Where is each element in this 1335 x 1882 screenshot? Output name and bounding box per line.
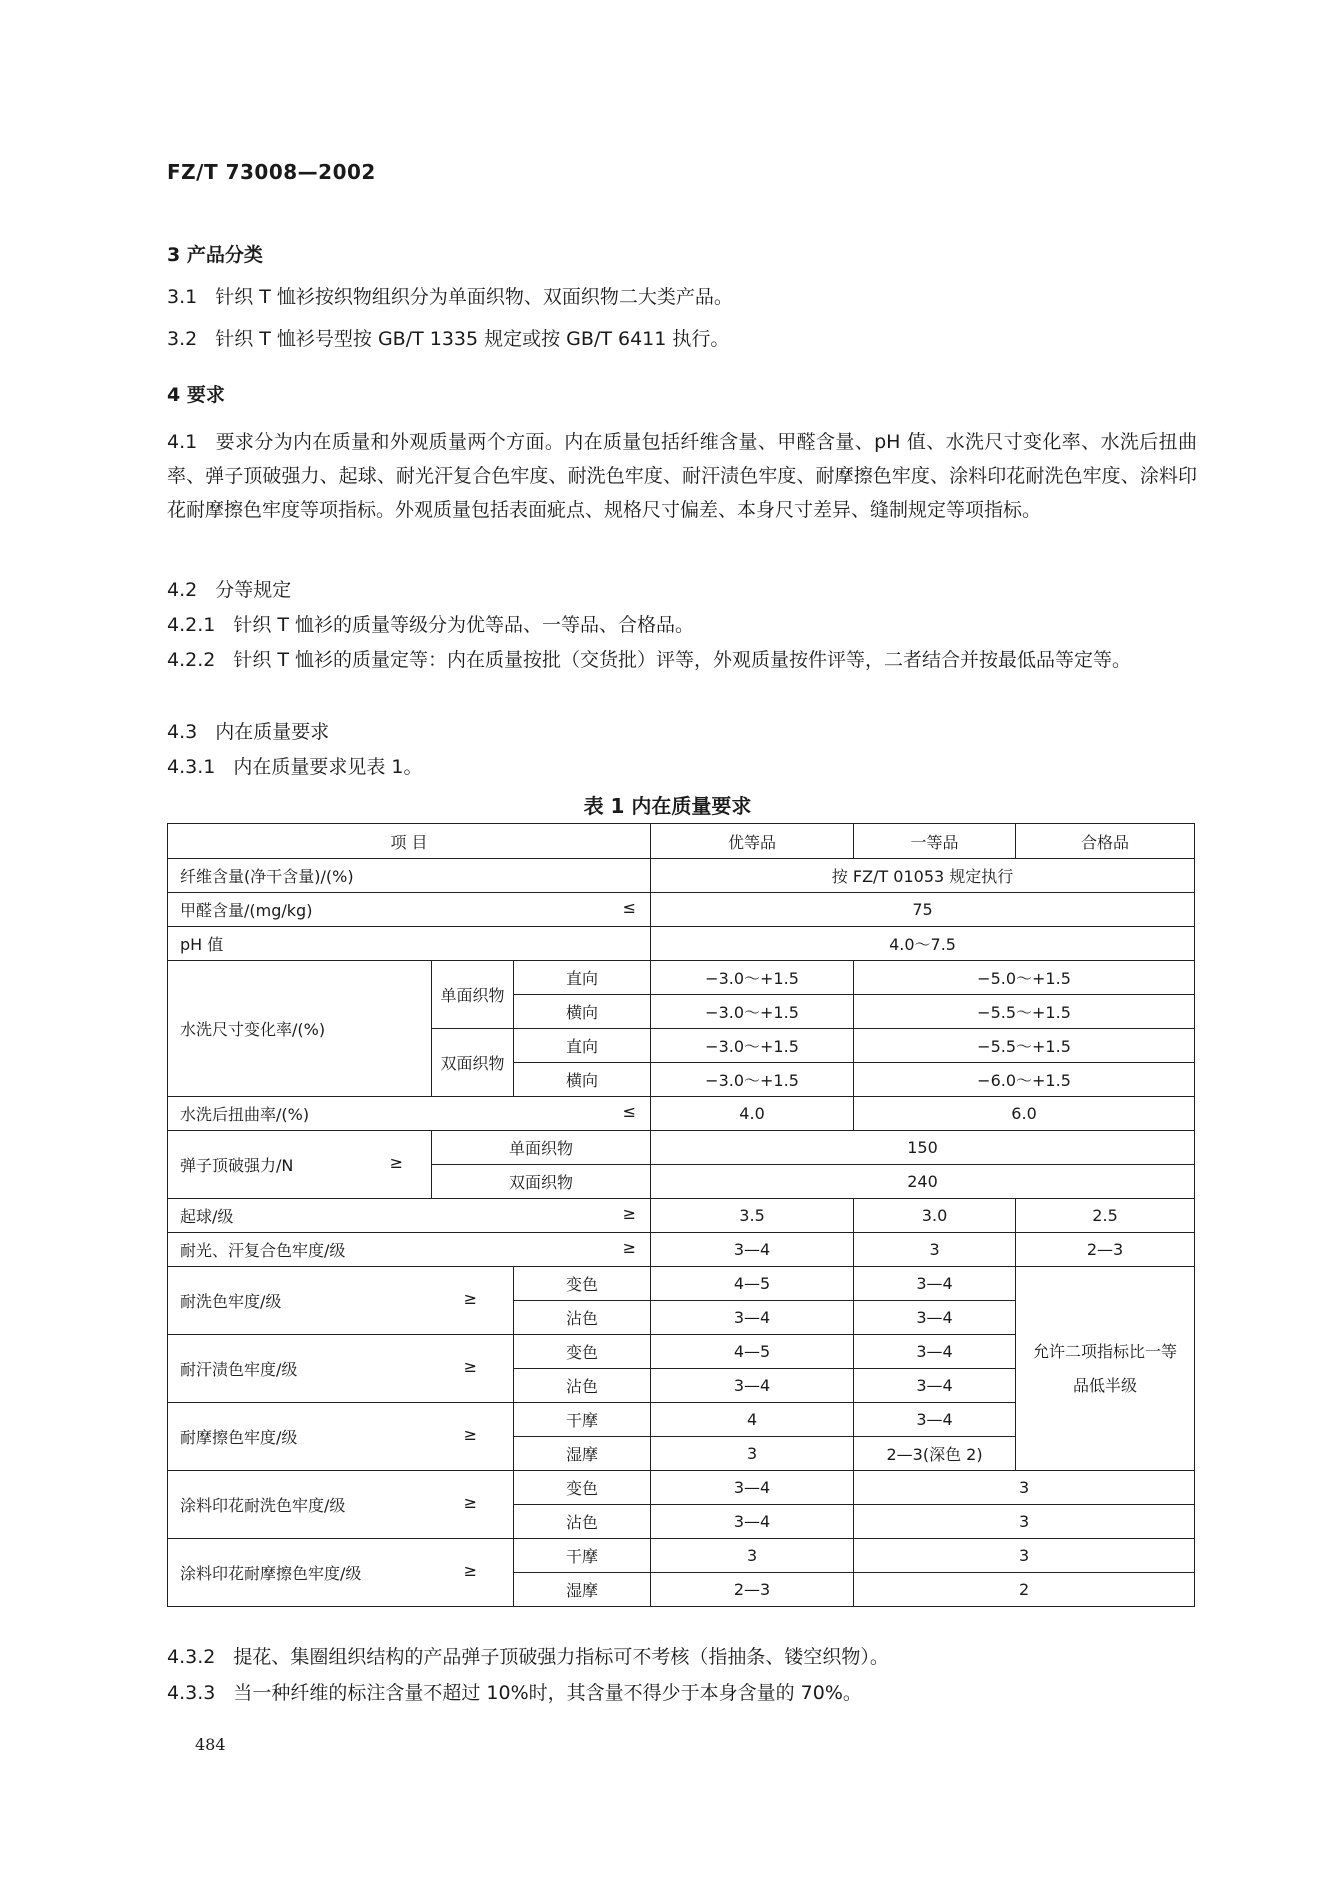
cell-value: 3.5 xyxy=(651,1199,854,1233)
cell-value: −6.0～+1.5 xyxy=(854,1063,1195,1097)
row-label: pH 值 xyxy=(168,927,651,961)
table-row xyxy=(168,1199,1195,1233)
para-text: 针织 T 恤衫的质量定等：内在质量按批（交货批）评等，外观质量按件评等，二者结合并按最低品等定等。 xyxy=(233,649,1132,671)
para-text: 内在质量要求 xyxy=(215,721,330,743)
cell-value: 3 xyxy=(854,1233,1016,1267)
header-grade-3: 合格品 xyxy=(1016,824,1195,859)
sub-label: 沾色 xyxy=(514,1505,651,1539)
cell-value: −5.0～+1.5 xyxy=(854,961,1195,995)
cell-value: 3—4 xyxy=(854,1267,1016,1301)
para-number: 4.3.2 xyxy=(167,1646,216,1668)
cell-value: 75 xyxy=(651,893,1195,927)
cell-value: 2.5 xyxy=(1016,1199,1195,1233)
cell-value: 3 xyxy=(854,1471,1195,1505)
cell-value: 按 FZ/T 01053 规定执行 xyxy=(651,859,1195,893)
label-text: 水洗后扭曲率/(%) xyxy=(180,1105,310,1124)
table-row xyxy=(168,893,1195,927)
sub-label: 双面织物 xyxy=(432,1165,651,1199)
cell-value: 3.0 xyxy=(854,1199,1016,1233)
sub-label: 双面织物 xyxy=(432,1029,514,1097)
cell-value: 4.0 xyxy=(651,1097,854,1131)
row-label xyxy=(168,1335,514,1403)
para-3-1 xyxy=(167,280,733,314)
relation-symbol: ≥ xyxy=(463,1493,477,1512)
label-text: 弹子顶破强力/N xyxy=(180,1156,294,1175)
sub-label: 变色 xyxy=(514,1471,651,1505)
para-3-2 xyxy=(167,322,729,356)
cell-value: −3.0～+1.5 xyxy=(651,961,854,995)
label-text: 甲醛含量/(mg/kg) xyxy=(180,901,313,920)
para-4-3-3 xyxy=(167,1676,862,1710)
cell-value: 3 xyxy=(651,1437,854,1471)
sub-label: 湿摩 xyxy=(514,1437,651,1471)
standard-code: FZ/T 73008—2002 xyxy=(167,160,376,184)
row-label xyxy=(168,1539,514,1607)
label-text: 起球/级 xyxy=(180,1207,234,1226)
para-4-2 xyxy=(167,573,291,607)
sub-label: 单面织物 xyxy=(432,1131,651,1165)
label-text: 耐洗色牢度/级 xyxy=(180,1292,282,1311)
para-4-3-2 xyxy=(167,1640,889,1674)
para-number: 4.2.1 xyxy=(167,614,216,636)
para-text: 提花、集圈组织结构的产品弹子顶破强力指标可不考核（指抽条、镂空织物）。 xyxy=(233,1646,889,1668)
label-text: 耐摩擦色牢度/级 xyxy=(180,1428,298,1447)
cell-value: 3—4 xyxy=(854,1403,1016,1437)
para-number: 4.3 xyxy=(167,721,198,743)
para-text: 针织 T 恤衫按织物组织分为单面织物、双面织物二大类产品。 xyxy=(215,286,733,308)
cell-value: 2—3(深色 2) xyxy=(854,1437,1016,1471)
cell-value: 3—4 xyxy=(854,1369,1016,1403)
para-number: 4.2.2 xyxy=(167,649,216,671)
row-label xyxy=(168,1097,651,1131)
cell-value: 3—4 xyxy=(651,1301,854,1335)
para-text: 针织 T 恤衫的质量等级分为优等品、一等品、合格品。 xyxy=(233,614,695,636)
header-grade-2: 一等品 xyxy=(854,824,1016,859)
para-number: 4.1 xyxy=(167,431,198,453)
cell-value: 3—4 xyxy=(651,1471,854,1505)
table-row xyxy=(168,1267,1195,1301)
para-text: 分等规定 xyxy=(215,579,292,601)
table-row xyxy=(168,859,1195,893)
cell-value: 2—3 xyxy=(1016,1233,1195,1267)
sub-label: 干摩 xyxy=(514,1539,651,1573)
relation-symbol: ≥ xyxy=(622,1204,637,1223)
table-header-row xyxy=(168,824,1195,859)
cell-value: −3.0～+1.5 xyxy=(651,995,854,1029)
row-label xyxy=(168,1403,514,1471)
sub-label: 变色 xyxy=(514,1267,651,1301)
para-4-3 xyxy=(167,715,329,749)
header-item: 项 目 xyxy=(168,824,651,859)
cell-value: 4.0～7.5 xyxy=(651,927,1195,961)
cell-value: 2 xyxy=(854,1573,1195,1607)
sub-label: 干摩 xyxy=(514,1403,651,1437)
cell-value: 3 xyxy=(854,1539,1195,1573)
cell-value: 3—4 xyxy=(651,1505,854,1539)
page-number: 484 xyxy=(195,1735,226,1754)
row-label xyxy=(168,1233,651,1267)
sub-label: 沾色 xyxy=(514,1369,651,1403)
cell-value: 3 xyxy=(651,1539,854,1573)
section-4-title: 4 要求 xyxy=(167,384,225,406)
sub-label: 湿摩 xyxy=(514,1573,651,1607)
cell-value: −5.5～+1.5 xyxy=(854,995,1195,1029)
sub-label: 沾色 xyxy=(514,1301,651,1335)
table-caption: 表 1 内在质量要求 xyxy=(583,794,752,818)
table-row xyxy=(168,961,1195,995)
label-text: 涂料印花耐洗色牢度/级 xyxy=(180,1496,346,1515)
label-text: 耐光、汗复合色牢度/级 xyxy=(180,1241,346,1260)
table-row xyxy=(168,1131,1195,1165)
quality-table xyxy=(167,823,1195,1607)
relation-symbol: ≤ xyxy=(622,898,637,917)
relation-symbol: ≥ xyxy=(622,1238,637,1257)
para-number: 4.3.1 xyxy=(167,756,216,778)
cell-value: −3.0～+1.5 xyxy=(651,1063,854,1097)
cell-value: 4—5 xyxy=(651,1335,854,1369)
para-text: 针织 T 恤衫号型按 GB/T 1335 规定或按 GB/T 6411 执行。 xyxy=(215,328,730,350)
direction-label: 直向 xyxy=(514,961,651,995)
para-4-2-1 xyxy=(167,608,694,642)
row-label xyxy=(168,893,651,927)
cell-value: 3—4 xyxy=(854,1335,1016,1369)
relation-symbol: ≥ xyxy=(463,1425,477,1444)
cell-value: −5.5～+1.5 xyxy=(854,1029,1195,1063)
section-3-title: 3 产品分类 xyxy=(167,244,263,266)
cell-value: 3—4 xyxy=(651,1369,854,1403)
table-row xyxy=(168,927,1195,961)
para-4-1 xyxy=(167,425,1197,527)
label-text: 涂料印花耐摩擦色牢度/级 xyxy=(180,1564,362,1583)
direction-label: 横向 xyxy=(514,1063,651,1097)
para-number: 4.2 xyxy=(167,579,198,601)
para-text: 当一种纤维的标注含量不超过 10%时，其含量不得少于本身含量的 70%。 xyxy=(233,1682,862,1704)
relation-symbol: ≥ xyxy=(389,1153,403,1172)
cell-value: −3.0～+1.5 xyxy=(651,1029,854,1063)
relation-symbol: ≥ xyxy=(463,1561,477,1580)
relation-symbol: ≥ xyxy=(463,1357,477,1376)
row-label xyxy=(168,1131,432,1199)
sub-label: 变色 xyxy=(514,1335,651,1369)
row-label: 水洗尺寸变化率/(%) xyxy=(168,961,432,1097)
sub-label: 单面织物 xyxy=(432,961,514,1029)
table-row xyxy=(168,1233,1195,1267)
table-row xyxy=(168,1539,1195,1573)
cell-value: 4—5 xyxy=(651,1267,854,1301)
relation-symbol: ≤ xyxy=(622,1102,637,1121)
relation-symbol: ≥ xyxy=(463,1289,477,1308)
para-text: 要求分为内在质量和外观质量两个方面。内在质量包括纤维含量、甲醛含量、pH 值、水洗尺寸变化率、水洗后扭曲率、弹子顶破强力、起球、耐光汗复合色牢度、耐洗色牢度、耐汗渍色牢度、耐摩擦色牢度、涂料印花耐洗色牢度、涂料印花耐摩擦色牢度等项指标。外观质量包括表面疵点、规格尺寸偏差、本身尺寸差异、缝制规定等项指标。 xyxy=(167,431,1197,521)
cell-value: 6.0 xyxy=(854,1097,1195,1131)
header-grade-1: 优等品 xyxy=(651,824,854,859)
row-label: 纤维含量(净干含量)/(%) xyxy=(168,859,651,893)
row-label xyxy=(168,1199,651,1233)
row-label xyxy=(168,1471,514,1539)
cell-value: 3—4 xyxy=(854,1301,1016,1335)
para-number: 3.2 xyxy=(167,328,198,350)
para-4-3-1 xyxy=(167,750,423,784)
direction-label: 直向 xyxy=(514,1029,651,1063)
cell-value: 3 xyxy=(854,1505,1195,1539)
cell-value: 2—3 xyxy=(651,1573,854,1607)
para-text: 内在质量要求见表 1。 xyxy=(233,756,423,778)
table-row xyxy=(168,1471,1195,1505)
para-number: 3.1 xyxy=(167,286,198,308)
label-text: 耐汗渍色牢度/级 xyxy=(180,1360,298,1379)
cell-value: 240 xyxy=(651,1165,1195,1199)
row-label xyxy=(168,1267,514,1335)
table-row xyxy=(168,1097,1195,1131)
cell-value: 150 xyxy=(651,1131,1195,1165)
para-number: 4.3.3 xyxy=(167,1682,216,1704)
cell-value: 4 xyxy=(651,1403,854,1437)
cell-value: 3—4 xyxy=(651,1233,854,1267)
para-4-2-2 xyxy=(167,643,1197,677)
direction-label: 横向 xyxy=(514,995,651,1029)
allowance-note: 允许二项指标比一等品低半级 xyxy=(1016,1267,1195,1471)
